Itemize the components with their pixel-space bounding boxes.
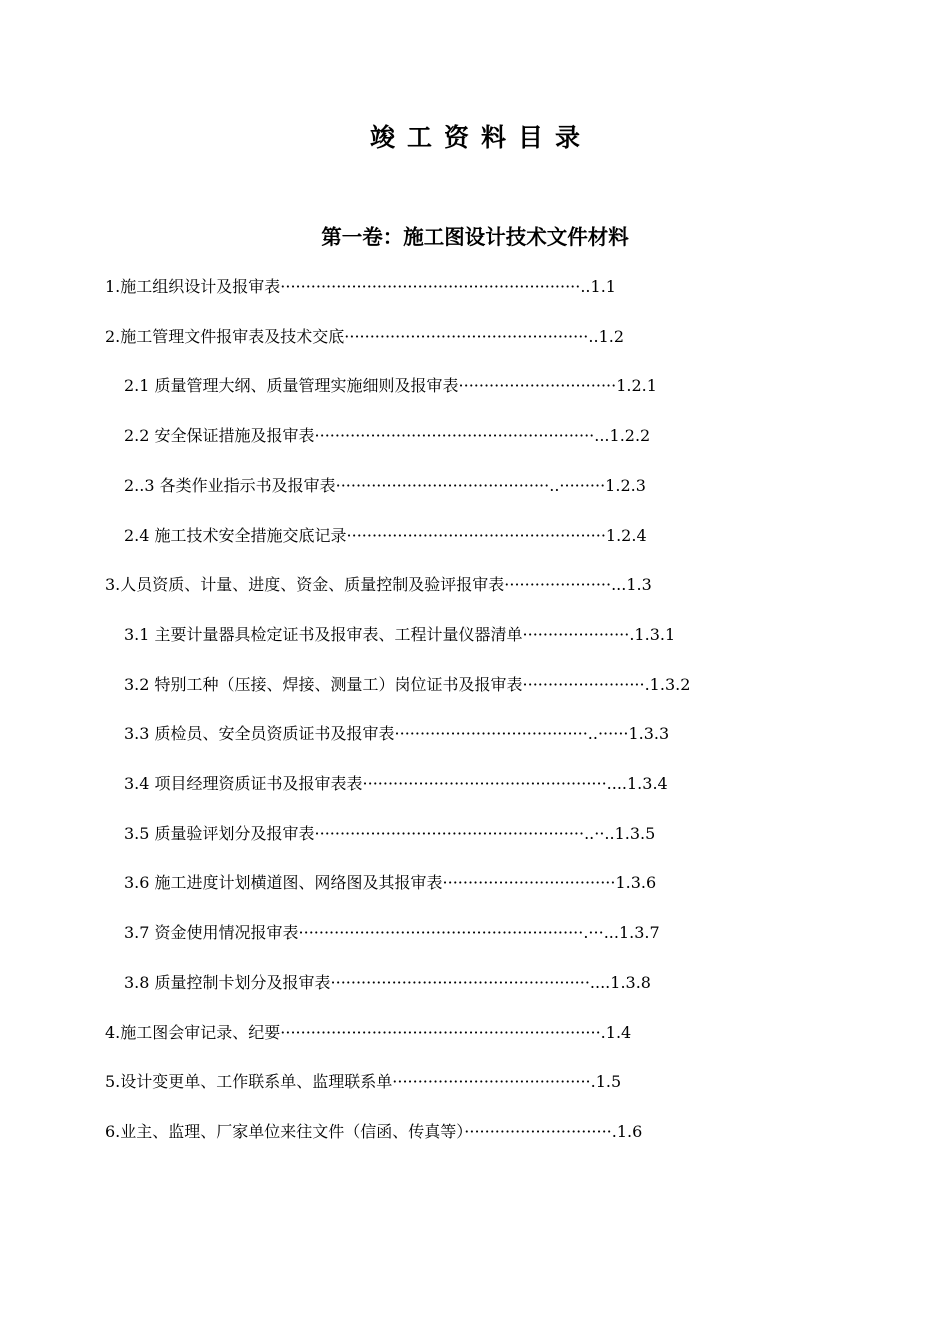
toc-entry: 4.施工图会审记录、纪要·······························································.1.4 — [105, 1022, 632, 1042]
toc-entry: 3.8 质量控制卡划分及报审表···················································....1.3.8 — [124, 972, 651, 992]
toc-entry: 2.1 质量管理大纲、质量管理实施细则及报审表·······························1.2.1 — [124, 376, 657, 396]
toc-entry: 3.3 质检员、安全员资质证书及报审表······································..······1.3.3 — [124, 724, 670, 744]
toc-entry: 2.4 施工技术安全措施交底记录···················································1.2.4 — [124, 525, 647, 545]
toc-entry: 3.7 资金使用情况报审表························································.···...1.3.7 — [124, 923, 660, 943]
toc-entry: 1.施工组织设计及报审表···························································..1.1 — [105, 277, 616, 296]
toc-entry: 3.4 项目经理资质证书及报审表表················································....1.3.4 — [124, 774, 668, 793]
toc-entry: 2..3 各类作业指示书及报审表··········································..·········1.2.3 — [124, 475, 646, 495]
toc-entry: 3.2 特别工种（压接、焊接、测量工）岗位证书及报审表························.1.3.2 — [124, 674, 691, 694]
volume-heading: 第一卷：施工图设计技术文件材料 — [321, 225, 629, 249]
toc-entry: 3.人员资质、计量、进度、资金、质量控制及验评报审表·····················...1.3 — [105, 575, 652, 595]
document-title: 竣工资料目录 — [369, 123, 592, 152]
toc-entry: 3.6 施工进度计划横道图、网络图及其报审表··································1.3.6 — [124, 873, 657, 893]
toc-entry: 2.施工管理文件报审表及技术交底················································..1.2 — [105, 326, 625, 346]
toc-entry: 5.设计变更单、工作联系单、监理联系单·······································.1.5 — [105, 1072, 622, 1092]
toc-entry: 3.5 质量验评划分及报审表·····················································..··..1.3.5 — [124, 823, 656, 843]
toc-entry: 6.业主、监理、厂家单位来往文件（信函、传真等）·····························.1.6 — [105, 1121, 643, 1141]
toc-entry: 2.2 安全保证措施及报审表·······················································...1.2.2 — [124, 426, 651, 446]
toc-entry: 3.1 主要计量器具检定证书及报审表、工程计量仪器清单·····················.1.3.1 — [124, 624, 676, 644]
